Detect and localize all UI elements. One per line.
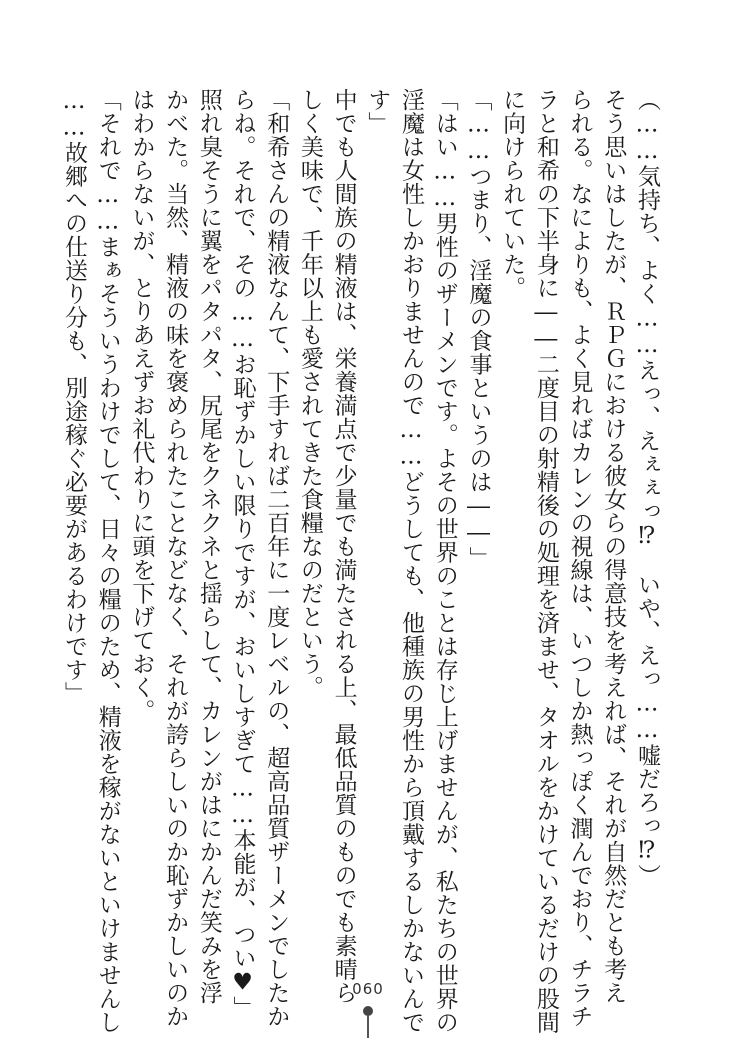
text-line: られる。なによりも、よく見ればカレンの視線は、いつしか熱っぽく潤んでおり、チラチ xyxy=(566,88,593,1028)
text-line: に向けられていた。 xyxy=(499,88,526,300)
text-line: はわからないが、とりあえずお礼代わりに頭を下げておく。 xyxy=(128,88,155,723)
text-line: かべた。当然、精液の味を褒められたことなどなく、それが誇らしいのか恥ずかしいのか xyxy=(162,88,189,1028)
page-marker-icon xyxy=(363,1006,373,1038)
text-line: 淫魔は女性しかおりませんので……どうしても、他種族の男性から頂戴するしかないんで xyxy=(398,88,425,1034)
text-line: 「……つまり、淫魔の食事というのは――」 xyxy=(465,88,492,570)
text-line: らね。それで、その……お恥ずかしい限りですが、おいしすぎて……本能が、つい♥」 xyxy=(229,88,256,1020)
text-line: ラと和希の下半身に――二度目の射精後の処理を済ませ、タオルをかけているだけの股間 xyxy=(532,88,559,1034)
text-line: す」 xyxy=(364,88,391,135)
text-line: 照れ臭そうに翼をパタパタ、尻尾をクネクネと揺らして、カレンがはにかんだ笑みを浮 xyxy=(195,88,222,1005)
page-number: 060 xyxy=(352,980,384,998)
marker-stem xyxy=(367,1015,369,1038)
text-line: しく美味で、千年以上も愛されてきた食糧なのだという。 xyxy=(296,88,323,699)
text-line: 中でも人間族の精液は、栄養満点で少量でも満たされる上、最低品質のものでも素晴ら xyxy=(330,88,357,1005)
text-line: ……故郷への仕送り分も、別途稼ぐ必要があるわけです」 xyxy=(61,88,87,705)
text-line: 「和希さんの精液なんて、下手すれば二百年に一度レベルの、超高品質ザーメンでしたか xyxy=(263,88,290,1028)
text-line: そう思いはしたが、ＲＰＧにおける彼女らの得意技を考えれば、それが自然だとも考え xyxy=(600,88,627,1005)
text-line: 「はい……男性のザーメンです。よその世界のことは存じ上げませんが、私たちの世界の xyxy=(431,88,458,1034)
text-line: 「それで……まぁそういうわけでして、日々の糧のため、精液を稼がないといけませんし xyxy=(94,88,121,1034)
text-line: （……気持ち、よく……えっ、えぇぇっ⁉ いや、えっ……嘘だろっ⁉） xyxy=(633,88,660,888)
